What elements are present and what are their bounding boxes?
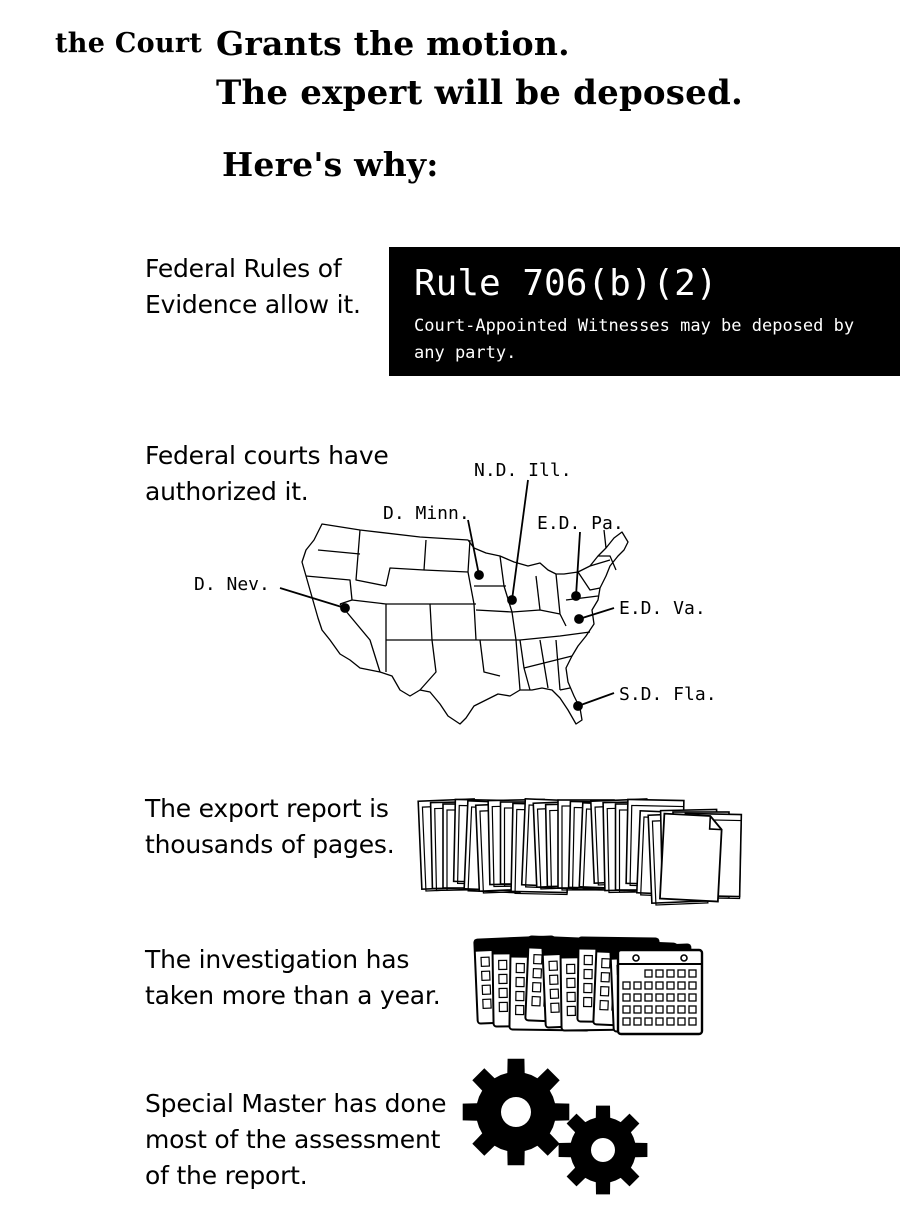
gear-large	[463, 1059, 570, 1166]
reason-1-line-2: Evidence allow it.	[145, 290, 361, 319]
map-label-d-nev: D. Nev.	[194, 574, 270, 595]
map-label-sd-fla: S.D. Fla.	[619, 684, 717, 705]
header-line-1: Grants the motion.	[216, 24, 570, 63]
header-line-3: Here's why:	[222, 145, 439, 184]
map-label-nd-ill: N.D. Ill.	[474, 460, 572, 481]
reason-5-line-2: most of the assessment	[145, 1125, 441, 1154]
reason-3-line-2: thousands of pages.	[145, 830, 395, 859]
reason-1-line-1: Federal Rules of	[145, 254, 342, 283]
header-prefix: the Court	[55, 28, 203, 59]
map-label-ed-pa: E.D. Pa.	[537, 513, 624, 534]
reason-3-line-1: The export report is	[145, 794, 389, 823]
reason-4-line-1: The investigation has	[145, 945, 410, 974]
header-line-2: The expert will be deposed.	[216, 73, 743, 113]
reason-5-line-1: Special Master has done	[145, 1089, 447, 1118]
gear-small	[559, 1106, 648, 1195]
rule-title: Rule 706(b)(2)	[414, 263, 718, 304]
reason-2-line-2: authorized it.	[145, 477, 309, 506]
reason-5-line-3: of the report.	[145, 1161, 308, 1190]
map-label-d-minn: D. Minn.	[383, 503, 470, 524]
map-label-ed-va: E.D. Va.	[619, 598, 706, 619]
rule-description: Court-Appointed Witnesses may be deposed by any party.	[414, 316, 855, 363]
reason-2-line-1: Federal courts have	[145, 441, 389, 470]
reason-4-line-2: taken more than a year.	[145, 981, 441, 1010]
